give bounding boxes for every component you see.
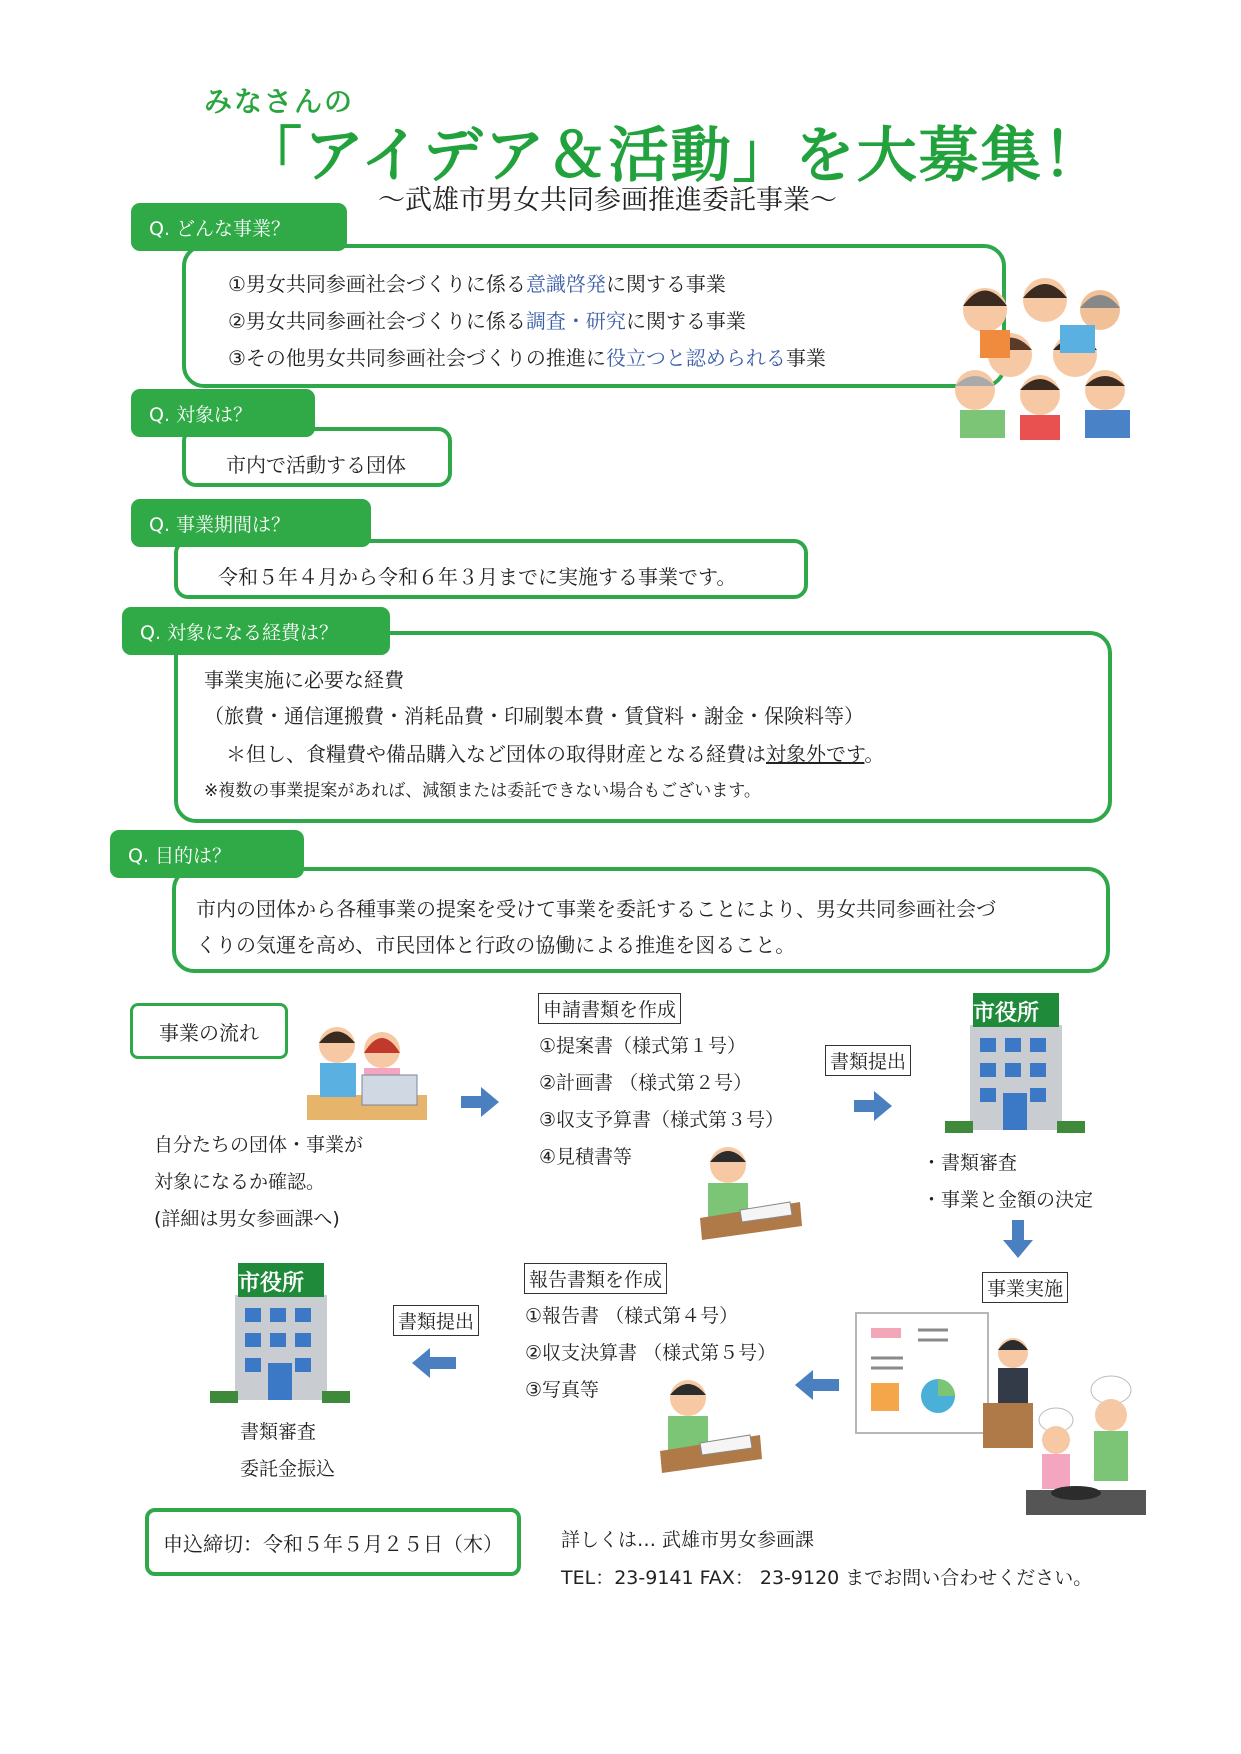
q1-item-3: ③その他男女共同参画社会づくりの推進に役立つと認められる事業 [228,346,826,370]
q5-line-2: くりの気運を高め、市民団体と行政の協働による推進を図ること。 [196,933,796,957]
apply-item-2: ②計画書 （様式第２号） [539,1072,753,1094]
apply-title: 申請書類を作成 [538,993,681,1024]
pre-title: みなさんの [204,85,355,118]
q1-item-2: ②男女共同参画社会づくりに係る調査・研究に関する事業 [228,309,746,333]
q1-item-1: ①男女共同参画社会づくりに係る意識啓発に関する事業 [228,272,726,296]
review-2-line-1: 書類審査 [240,1421,317,1443]
arrow-left-icon [795,1370,839,1400]
review-1-line-1: ・書類審査 [922,1152,1018,1174]
page-subtitle: ～武雄市男女共同参画推進委託事業～ [378,185,837,216]
city-hall-sign: 市役所 [973,1001,1040,1026]
q4-line-1: 事業実施に必要な経費 [204,668,404,692]
flow-title-box [130,1003,288,1059]
q2-label: Q. 対象は？ [131,389,315,437]
review-2-line-2: 委託金振込 [240,1458,336,1480]
man-writing-illustration [650,1373,765,1478]
flow-step1-line-2: 対象になるか確認。 [154,1171,326,1193]
report-item-1: ①報告書 （様式第４号） [525,1305,739,1327]
q4-note: ※複数の事業提案があれば、減額または委託できない場合もございます。 [204,781,761,801]
q4-label: Q. 対象になる経費は？ [122,607,390,655]
arrow-down-icon [1003,1220,1033,1258]
cooking-illustration [1026,1375,1146,1515]
city-hall-sign: 市役所 [238,1271,305,1296]
q5-label: Q. 目的は？ [110,830,304,878]
man-writing-illustration [690,1140,805,1245]
arrow-left-icon [412,1348,456,1378]
flow-step1-line-3: (詳細は男女参画課へ) [154,1208,340,1230]
flow-title: 事業の流れ [159,1020,259,1045]
contact-line-2: TEL：23-9141 FAX： 23-9120 までお問い合わせください。 [561,1567,1093,1589]
q3-answer: 令和５年４月から令和６年３月までに実施する事業です。 [218,565,737,589]
report-item-3: ③写真等 [525,1379,600,1401]
people-crowd-illustration [945,270,1145,440]
q5-line-1: 市内の団体から各種事業の提案を受けて事業を委託することにより、男女共同参画社会づ [196,897,996,921]
report-title: 報告書類を作成 [524,1263,667,1294]
apply-item-1: ①提案書（様式第１号） [539,1035,747,1057]
contact-line-1: 詳しくは… 武雄市男女参画課 [561,1529,815,1551]
flow-step1-line-1: 自分たちの団体・事業が [154,1134,364,1156]
page-title: 「アイデア＆活動」を大募集！ [242,121,1105,191]
implement-label: 事業実施 [982,1272,1068,1303]
q4-line-2: （旅費・通信運搬費・消耗品費・印刷製本費・賃貸料・謝金・保険料等） [204,704,864,728]
q2-answer: 市内で活動する団体 [226,453,406,477]
review-1-line-2: ・事業と金額の決定 [922,1189,1094,1211]
arrow-right-icon [461,1087,499,1117]
submit-1-label: 書類提出 [825,1045,911,1076]
apply-item-3: ③収支予算書（様式第３号） [539,1109,785,1131]
couple-computer-illustration [302,1015,432,1125]
q3-label: Q. 事業期間は？ [131,499,371,547]
submit-2-label: 書類提出 [393,1305,479,1336]
q4-line-3: ＊但し、食糧費や備品購入など団体の取得財産となる経費は対象外です。 [226,742,885,766]
report-item-2: ②収支決算書 （様式第５号） [525,1342,777,1364]
q1-label: Q. どんな事業？ [131,203,347,251]
apply-item-4: ④見積書等 [539,1146,633,1168]
arrow-right-icon [854,1091,892,1121]
deadline-box: 申込締切：令和５年５月２５日（木） [145,1508,521,1576]
